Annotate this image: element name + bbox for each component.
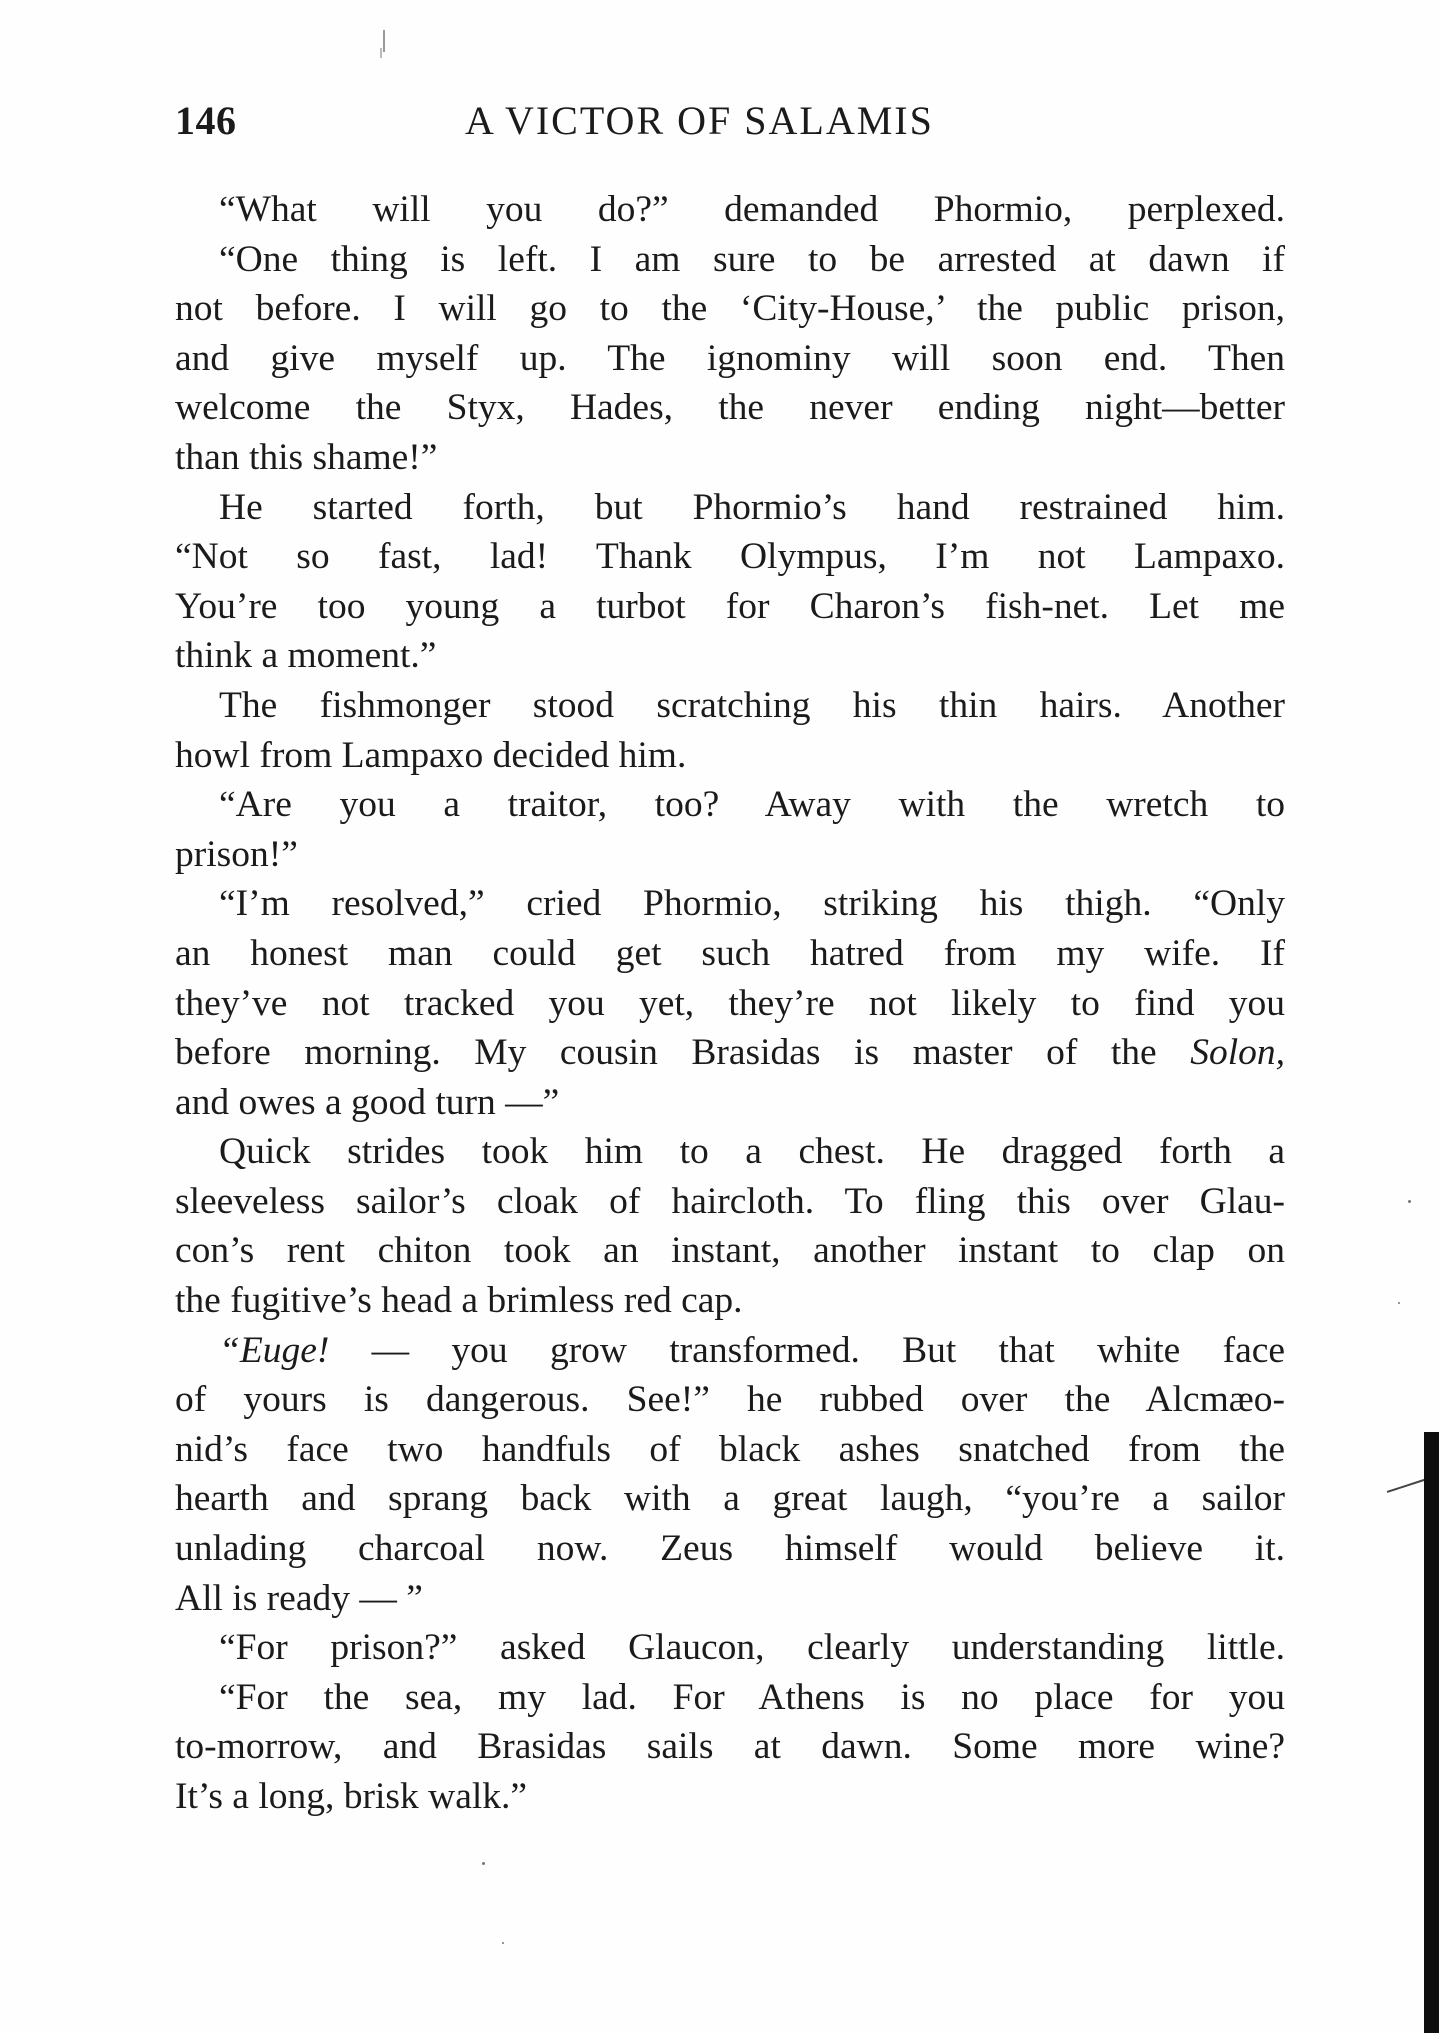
page-edge-shadow [1424, 1432, 1439, 2033]
text-line: the fugitive’s head a brimless red cap. [175, 1280, 743, 1322]
paper-speck [1398, 1302, 1400, 1304]
text-line: an honest man could get such hatred from my wife. If [175, 932, 1285, 974]
text-line: nid’s face two handfuls of black ashes snatched from the [175, 1428, 1285, 1470]
running-title: A VICTOR OF SALAMIS [465, 98, 934, 143]
text-line: before morning. My cousin Brasidas is master of the Solon, [175, 1032, 1286, 1074]
text-line: It’s a long, brisk walk.” [175, 1776, 528, 1817]
italic-exclamation: “Euge! [219, 1329, 330, 1371]
page-number: 146 [175, 98, 237, 143]
text-line: not before. I will go to the ‘City-House,’ the public prison, [175, 288, 1285, 330]
page-edge-tick [1387, 1478, 1428, 1493]
text-line: “One thing is left. I am sure to be arrested at dawn if [219, 238, 1285, 280]
text-line: sleeveless sailor’s cloak of haircloth. To fling this over Glau- [175, 1180, 1285, 1222]
text-line: welcome the Styx, Hades, the never ending night—better [175, 387, 1285, 429]
text-line: He started forth, but Phormio’s hand restrained him. [219, 486, 1285, 528]
text-line: “What will you do?” demanded Phormio, perplexed. [219, 189, 1285, 230]
text-line: You’re too young a turbot for Charon’s fish-net. Let me [175, 585, 1285, 627]
text-line: “For the sea, my lad. For Athens is no place for you [219, 1676, 1285, 1718]
text-line: “Are you a traitor, too? Away with the wretch to [219, 784, 1285, 826]
text-line: to-morrow, and Brasidas sails at dawn. Some more wine? [175, 1726, 1285, 1768]
text-line: “For prison?” asked Glaucon, clearly understanding little. [219, 1627, 1285, 1669]
text-line: think a moment.” [175, 635, 437, 677]
text-line: “I’m resolved,” cried Phormio, striking his thigh. “Only [219, 883, 1285, 925]
text-line: and give myself up. The ignominy will soon end. Then [175, 337, 1285, 379]
text-line: All is ready — ” [175, 1577, 423, 1619]
scan-mark-top-2 [380, 48, 382, 58]
body-text [175, 185, 1285, 1822]
text-line: “Euge! — you grow transformed. But that white face [219, 1329, 1285, 1371]
text-line: “Not so fast, lad! Thank Olympus, I’m not Lampaxo. [175, 536, 1285, 578]
paper-speck [502, 1942, 504, 1944]
paper-speck [1408, 1200, 1411, 1203]
page-header [175, 93, 1285, 149]
scan-mark-top [383, 30, 385, 52]
text-line: than this shame!” [175, 436, 438, 478]
text-line: and owes a good turn —” [175, 1081, 560, 1123]
text-line: hearth and sprang back with a great laugh, “you’re a sailor [175, 1478, 1285, 1520]
text-line: they’ve not tracked you yet, they’re not likely to find you [175, 982, 1285, 1024]
italic-ship-name: Solon, [1190, 1032, 1286, 1074]
text-line: The fishmonger stood scratching his thin hairs. Another [219, 684, 1285, 726]
text-line: unlading charcoal now. Zeus himself would believe it. [175, 1528, 1285, 1570]
paper-speck [482, 1862, 485, 1865]
text-line: of yours is dangerous. See!” he rubbed over the Alcmæo- [175, 1379, 1285, 1421]
text-line: Quick strides took him to a chest. He dragged forth a [219, 1131, 1285, 1173]
text-line: prison!” [175, 833, 298, 875]
text-line: con’s rent chiton took an instant, another instant to clap on [175, 1230, 1285, 1272]
text-line: howl from Lampaxo decided him. [175, 734, 687, 776]
